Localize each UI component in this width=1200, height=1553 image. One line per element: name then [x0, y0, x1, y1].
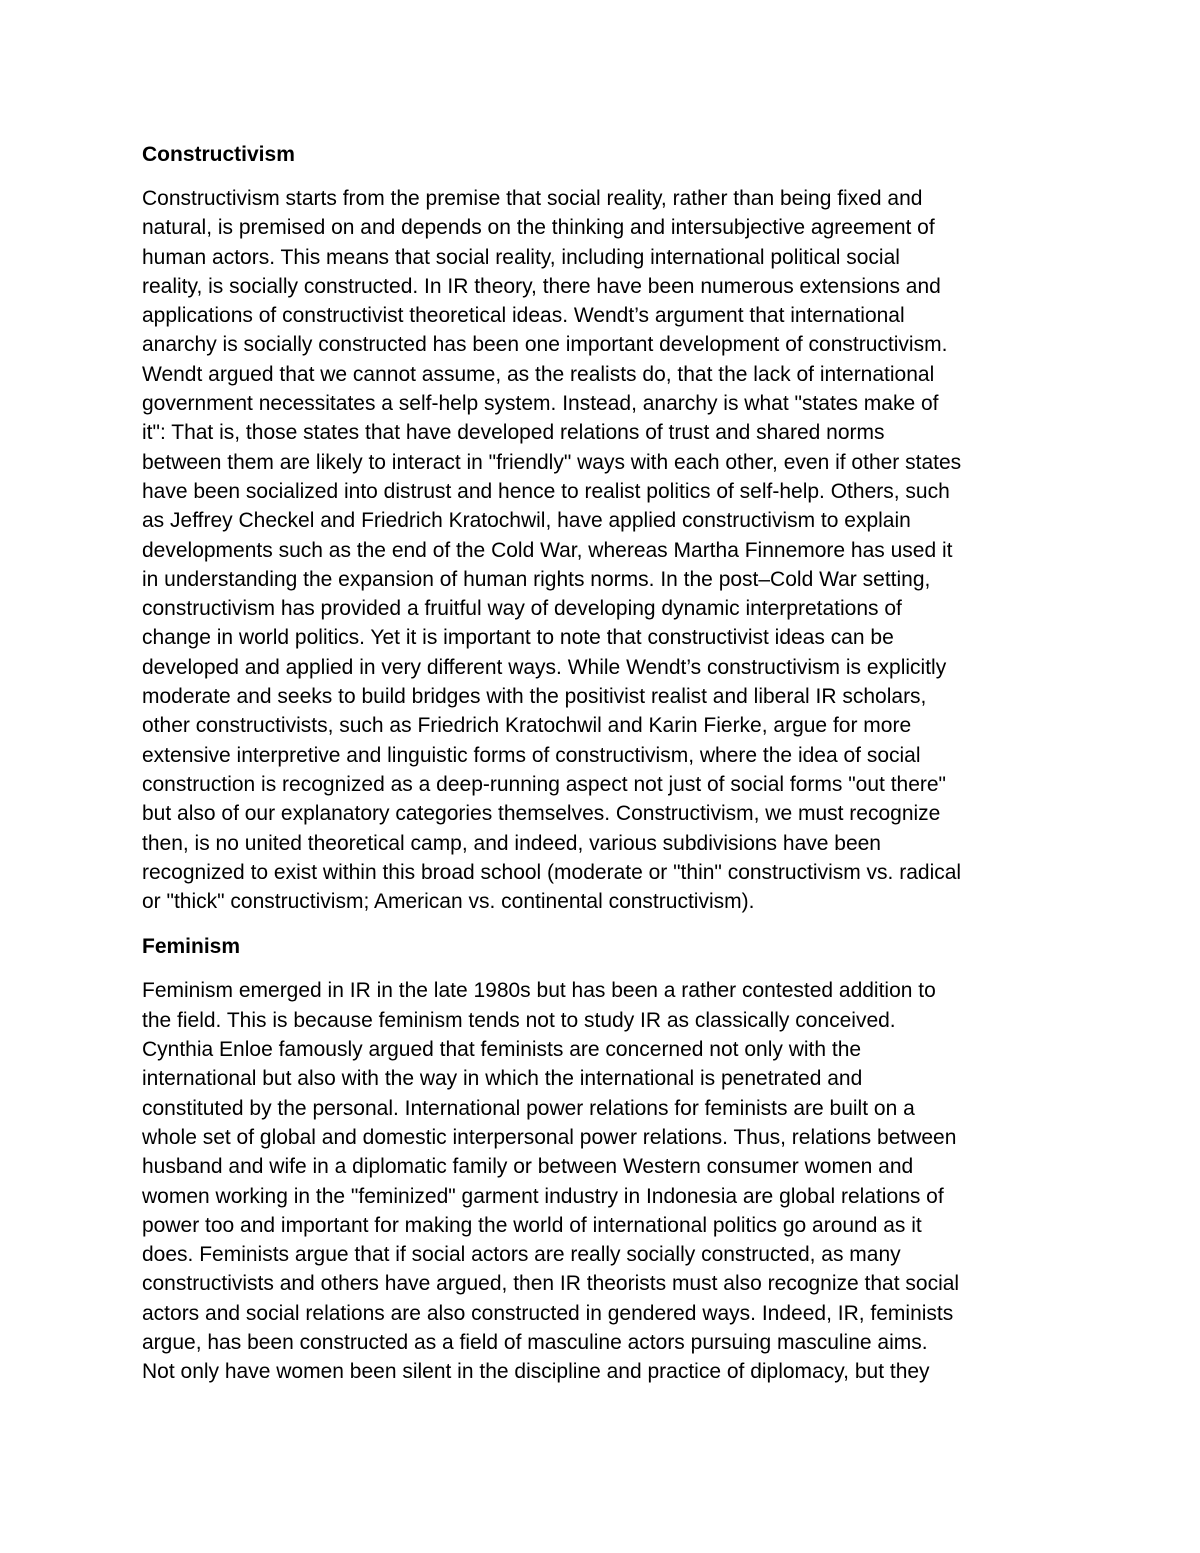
text-line: then, is no united theoretical camp, and indeed, various subdivisions have been	[142, 831, 881, 855]
text-line: have been socialized into distrust and hence to realist politics of self-help. Others, such	[142, 479, 950, 503]
text-line: Not only have women been silent in the discipline and practice of diplomacy, but they	[142, 1360, 930, 1384]
text-line: construction is recognized as a deep-running aspect not just of social forms "out there"	[142, 772, 947, 796]
text-line: power too and important for making the world of international politics go around as it	[142, 1213, 922, 1237]
text-line: human actors. This means that social reality, including international political social	[142, 245, 900, 269]
text-line: it": That is, those states that have developed relations of trust and shared norms	[142, 421, 885, 445]
text-line: Feminism emerged in IR in the late 1980s but has been a rather contested addition to	[142, 979, 936, 1003]
text-line: the field. This is because feminism tends not to study IR as classically conceived.	[142, 1008, 896, 1032]
section-heading-constructivism: Constructivism	[142, 143, 295, 166]
text-line: actors and social relations are also constructed in gendered ways. Indeed, IR, feminists	[142, 1301, 954, 1325]
text-line: constituted by the personal. International power relations for feminists are built on a	[142, 1096, 915, 1120]
paragraph-constructivism	[142, 184, 1062, 916]
text-line: natural, is premised on and depends on the thinking and intersubjective agreement of	[142, 216, 935, 240]
text-line: developments such as the end of the Cold War, whereas Martha Finnemore has used it	[142, 538, 953, 562]
text-line: anarchy is socially constructed has been one important development of constructivism.	[142, 333, 948, 357]
text-line: whole set of global and domestic interpersonal power relations. Thus, relations between	[142, 1125, 957, 1149]
section-spacer	[142, 916, 1062, 932]
text-line: change in world politics. Yet it is important to note that constructivist ideas can be	[142, 626, 894, 650]
text-line: argue, has been constructed as a field of masculine actors pursuing masculine aims.	[142, 1330, 928, 1354]
text-line: husband and wife in a diplomatic family or between Western consumer women and	[142, 1155, 914, 1179]
text-line: moderate and seeks to build bridges with the positivist realist and liberal IR scholars,	[142, 685, 927, 709]
section-heading-feminism: Feminism	[142, 935, 241, 959]
text-line: constructivism has provided a fruitful way of developing dynamic interpretations of	[142, 597, 902, 621]
text-line: government necessitates a self-help system. Instead, anarchy is what "states make of	[142, 392, 939, 416]
text-line: reality, is socially constructed. In IR theory, there have been numerous extensions and	[142, 274, 941, 298]
text-line: applications of constructivist theoretical ideas. Wendt’s argument that international	[142, 304, 905, 328]
text-line: Wendt argued that we cannot assume, as the realists do, that the lack of international	[142, 362, 935, 386]
text-line: as Jeffrey Checkel and Friedrich Kratochwil, have applied constructivism to explain	[142, 509, 911, 533]
text-line: extensive interpretive and linguistic forms of constructivism, where the idea of social	[142, 743, 921, 767]
text-line: or "thick" constructivism; American vs. continental constructivism).	[142, 890, 755, 914]
text-line: recognized to exist within this broad school (moderate or "thin" constructivism vs. radical	[142, 860, 962, 884]
text-line: Cynthia Enloe famously argued that feminists are concerned not only with the	[142, 1038, 862, 1062]
text-line: does. Feminists argue that if social actors are really socially constructed, as many	[142, 1243, 901, 1267]
text-line: women working in the "feminized" garment industry in Indonesia are global relations of	[142, 1184, 944, 1208]
text-line: in understanding the expansion of human rights norms. In the post–Cold War setting,	[142, 567, 931, 591]
text-line: but also of our explanatory categories themselves. Constructivism, we must recognize	[142, 802, 941, 826]
text-line: other constructivists, such as Friedrich Kratochwil and Karin Fierke, argue for more	[142, 714, 912, 738]
document-body	[142, 140, 1062, 1387]
text-line: international but also with the way in which the international is penetrated and	[142, 1067, 863, 1091]
text-line: Constructivism starts from the premise that social reality, rather than being fixed and	[142, 187, 923, 210]
text-line: developed and applied in very different ways. While Wendt’s constructivism is explicitly	[142, 655, 947, 679]
paragraph-feminism	[142, 976, 1062, 1386]
text-line: constructivists and others have argued, then IR theorists must also recognize that social	[142, 1272, 960, 1296]
text-line: between them are likely to interact in "friendly" ways with each other, even if other states	[142, 450, 962, 474]
